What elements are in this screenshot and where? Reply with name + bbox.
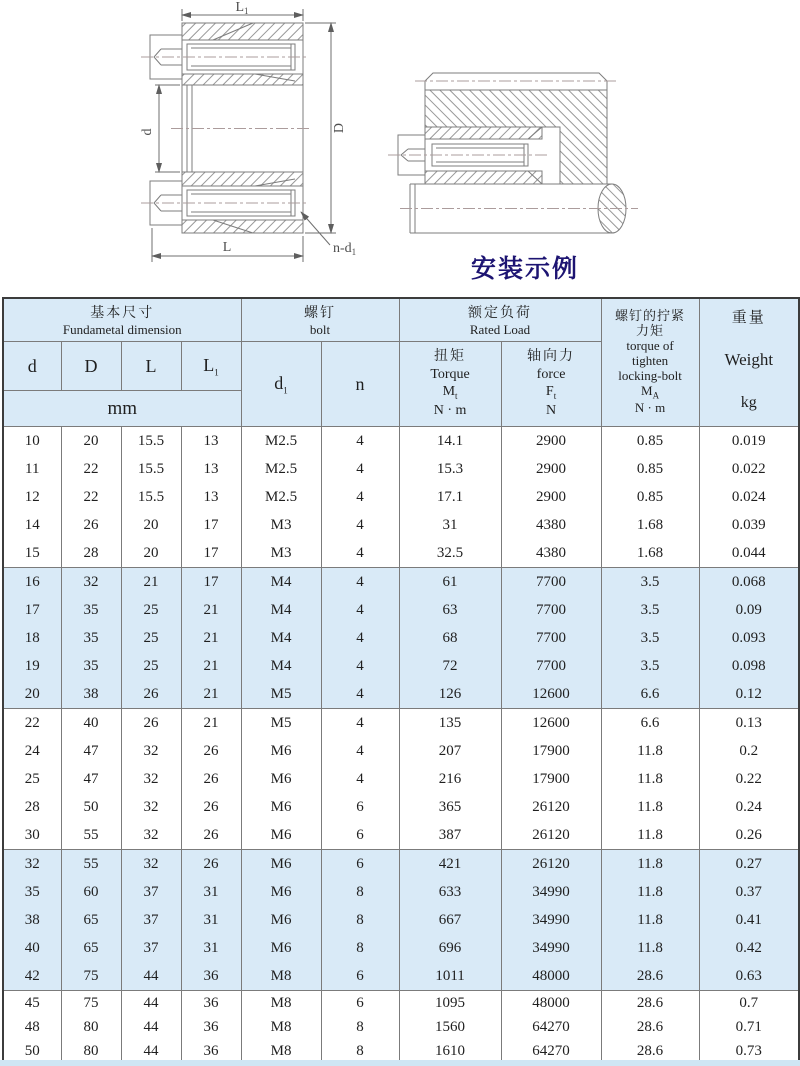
cell: 15.5 — [121, 427, 181, 456]
cell: 75 — [61, 991, 121, 1016]
table-row — [3, 596, 799, 624]
cell: 44 — [121, 962, 181, 991]
cell: 26 — [61, 511, 121, 539]
cell: 1011 — [399, 962, 501, 991]
cell: 8 — [321, 1039, 399, 1064]
cell: 65 — [61, 906, 121, 934]
cell: 0.71 — [699, 1015, 799, 1039]
cell: M6 — [241, 850, 321, 879]
cell: 35 — [3, 878, 61, 906]
table-row — [3, 709, 799, 738]
cell: 32 — [121, 765, 181, 793]
cell: M8 — [241, 962, 321, 991]
cell: 0.42 — [699, 934, 799, 962]
table-row — [3, 850, 799, 879]
cell: 0.2 — [699, 737, 799, 765]
cell: 32 — [121, 737, 181, 765]
cell: 26120 — [501, 821, 601, 850]
cell: 4 — [321, 568, 399, 597]
table-row — [3, 1015, 799, 1039]
cell: 11 — [3, 455, 61, 483]
cell: 60 — [61, 878, 121, 906]
cell: 11.8 — [601, 850, 699, 879]
dim-label-L: L — [222, 240, 232, 255]
cell: 21 — [121, 568, 181, 597]
header-tightening-torque: 螺钉的拧紧 力矩 torque of tighten locking-bolt $M_A$ N · m — [601, 298, 699, 427]
cell: 31 — [181, 906, 241, 934]
cell: 6.6 — [601, 680, 699, 709]
cell: 34990 — [501, 878, 601, 906]
cell: 11.8 — [601, 737, 699, 765]
cell: 0.13 — [699, 709, 799, 738]
cell: 6 — [321, 821, 399, 850]
cell: 0.019 — [699, 427, 799, 456]
cell: 37 — [121, 934, 181, 962]
cell: 7700 — [501, 652, 601, 680]
installation-example-caption: 安装示例 — [470, 256, 579, 283]
cell: 50 — [3, 1039, 61, 1064]
table-row — [3, 680, 799, 709]
cell: 40 — [3, 934, 61, 962]
col-axial-force: 轴向力 force $F_t$ N — [501, 342, 601, 427]
cell: 37 — [121, 906, 181, 934]
cell: 40 — [61, 709, 121, 738]
cell: M6 — [241, 821, 321, 850]
cell: 4 — [321, 455, 399, 483]
cell: 8 — [321, 1015, 399, 1039]
col-d1: $d_1$ — [241, 342, 321, 427]
cell: 1560 — [399, 1015, 501, 1039]
cell: M6 — [241, 765, 321, 793]
cell: 126 — [399, 680, 501, 709]
dim-label-D: D — [332, 122, 347, 134]
cell: 0.26 — [699, 821, 799, 850]
cell: 32 — [121, 793, 181, 821]
cell: 4 — [321, 483, 399, 511]
cell: M3 — [241, 539, 321, 568]
cell: 28.6 — [601, 991, 699, 1016]
table-row — [3, 483, 799, 511]
cell: 47 — [61, 765, 121, 793]
cell: M6 — [241, 934, 321, 962]
cell: 387 — [399, 821, 501, 850]
cell: 0.63 — [699, 962, 799, 991]
col-L: L — [121, 342, 181, 391]
cell: 21 — [181, 652, 241, 680]
cell: 44 — [121, 991, 181, 1016]
cell: 28.6 — [601, 1015, 699, 1039]
cell: 28 — [61, 539, 121, 568]
table-row — [3, 991, 799, 1016]
cell: M2.5 — [241, 427, 321, 456]
cell: 32 — [121, 821, 181, 850]
cell: 20 — [121, 511, 181, 539]
table-row — [3, 962, 799, 991]
cell: M4 — [241, 624, 321, 652]
table-row — [3, 737, 799, 765]
header-bolt: 螺钉 bolt — [241, 298, 399, 342]
cell: M4 — [241, 596, 321, 624]
cell: 0.09 — [699, 596, 799, 624]
cell: M6 — [241, 906, 321, 934]
cell: 0.22 — [699, 765, 799, 793]
cell: 4 — [321, 709, 399, 738]
cell: 65 — [61, 934, 121, 962]
cell: 4380 — [501, 539, 601, 568]
cell: 72 — [399, 652, 501, 680]
cell: M8 — [241, 1015, 321, 1039]
cell: 30 — [3, 821, 61, 850]
cell: 26120 — [501, 850, 601, 879]
cell: 10 — [3, 427, 61, 456]
cell: 35 — [61, 596, 121, 624]
cell: 61 — [399, 568, 501, 597]
cell: 6 — [321, 850, 399, 879]
cell: 11.8 — [601, 906, 699, 934]
cell: 25 — [121, 596, 181, 624]
table-row — [3, 878, 799, 906]
cell: 4 — [321, 652, 399, 680]
cell: 22 — [61, 455, 121, 483]
cell: 17 — [181, 511, 241, 539]
cell: 3.5 — [601, 624, 699, 652]
cell: 0.044 — [699, 539, 799, 568]
cell: 35 — [61, 652, 121, 680]
cell: 6 — [321, 793, 399, 821]
cell: 34990 — [501, 934, 601, 962]
cell: 1.68 — [601, 511, 699, 539]
cell: 31 — [399, 511, 501, 539]
table-row — [3, 568, 799, 597]
table-row — [3, 906, 799, 934]
cell: M5 — [241, 680, 321, 709]
cell: 17900 — [501, 737, 601, 765]
cell: 0.068 — [699, 568, 799, 597]
cell: 31 — [181, 878, 241, 906]
cell: 7700 — [501, 596, 601, 624]
col-d: d — [3, 342, 61, 391]
cell: 17 — [3, 596, 61, 624]
cell: 0.85 — [601, 483, 699, 511]
cell: 55 — [61, 850, 121, 879]
cell: 6 — [321, 991, 399, 1016]
dim-label-n-d1: $n-d_1$ — [333, 241, 357, 257]
cell: 26 — [181, 765, 241, 793]
table-row — [3, 511, 799, 539]
installation-example-drawing — [380, 55, 670, 255]
table-row — [3, 821, 799, 850]
cell: 36 — [181, 991, 241, 1016]
unit-mm: mm — [3, 391, 241, 427]
col-n: n — [321, 342, 399, 427]
cell: M3 — [241, 511, 321, 539]
cell: 14.1 — [399, 427, 501, 456]
cell: 32 — [3, 850, 61, 879]
cell: 3.5 — [601, 596, 699, 624]
cell: 68 — [399, 624, 501, 652]
cell: 25 — [121, 624, 181, 652]
cell: 8 — [321, 878, 399, 906]
cell: 11.8 — [601, 793, 699, 821]
cell: 21 — [181, 709, 241, 738]
cell: 36 — [181, 1039, 241, 1064]
cell: 2900 — [501, 455, 601, 483]
cell: 421 — [399, 850, 501, 879]
table-body — [3, 427, 799, 1065]
cell: 32 — [121, 850, 181, 879]
cell: 3.5 — [601, 568, 699, 597]
cell: 0.85 — [601, 427, 699, 456]
cell: 36 — [181, 962, 241, 991]
cell: 2900 — [501, 427, 601, 456]
cell: 20 — [3, 680, 61, 709]
cell: 38 — [61, 680, 121, 709]
cell: 17 — [181, 539, 241, 568]
cell: 11.8 — [601, 765, 699, 793]
cell: 1095 — [399, 991, 501, 1016]
cell: 12 — [3, 483, 61, 511]
cell: 26120 — [501, 793, 601, 821]
cell: 38 — [3, 906, 61, 934]
cell: 4 — [321, 765, 399, 793]
cell: 26 — [181, 793, 241, 821]
cell: 365 — [399, 793, 501, 821]
table-row — [3, 934, 799, 962]
cell: 26 — [121, 709, 181, 738]
cell: 15 — [3, 539, 61, 568]
header-basic-dimension: 基本尺寸 Fundametal dimension — [3, 298, 241, 342]
cell: 2900 — [501, 483, 601, 511]
cell: 64270 — [501, 1015, 601, 1039]
dim-label-d: d — [140, 128, 155, 136]
header-rated-load: 额定负荷 Rated Load — [399, 298, 601, 342]
cell: 26 — [181, 821, 241, 850]
cell: M2.5 — [241, 455, 321, 483]
cell: 8 — [321, 906, 399, 934]
cell: M6 — [241, 737, 321, 765]
cell: 22 — [61, 483, 121, 511]
cell: 0.024 — [699, 483, 799, 511]
cell: 135 — [399, 709, 501, 738]
cell: 1.68 — [601, 539, 699, 568]
header-weight: 重量 Weight kg — [699, 298, 799, 427]
cell: 47 — [61, 737, 121, 765]
col-D: D — [61, 342, 121, 391]
cell: 0.022 — [699, 455, 799, 483]
cell: 48 — [3, 1015, 61, 1039]
cell: 25 — [3, 765, 61, 793]
table-row — [3, 427, 799, 456]
cell: 4 — [321, 624, 399, 652]
cell: 34990 — [501, 906, 601, 934]
cell: 0.7 — [699, 991, 799, 1016]
cell: 667 — [399, 906, 501, 934]
cell: 26 — [121, 680, 181, 709]
cell: 6 — [321, 962, 399, 991]
cell: 42 — [3, 962, 61, 991]
cell: 207 — [399, 737, 501, 765]
cell: 35 — [61, 624, 121, 652]
cell: 28.6 — [601, 1039, 699, 1064]
cell: 45 — [3, 991, 61, 1016]
cell: 20 — [61, 427, 121, 456]
cell: 26 — [181, 737, 241, 765]
cell: 17 — [181, 568, 241, 597]
cell: 32.5 — [399, 539, 501, 568]
cell: 18 — [3, 624, 61, 652]
cell: 4 — [321, 737, 399, 765]
cell: 44 — [121, 1015, 181, 1039]
table-row — [3, 539, 799, 568]
cell: 37 — [121, 878, 181, 906]
cell: 44 — [121, 1039, 181, 1064]
locking-assembly-drawing — [95, 0, 380, 275]
cell: M2.5 — [241, 483, 321, 511]
cell: 17900 — [501, 765, 601, 793]
cell: 7700 — [501, 568, 601, 597]
cell: M4 — [241, 652, 321, 680]
cell: 7700 — [501, 624, 601, 652]
table-row — [3, 652, 799, 680]
cell: 696 — [399, 934, 501, 962]
cell: 32 — [61, 568, 121, 597]
cell: 0.37 — [699, 878, 799, 906]
cell: 11.8 — [601, 934, 699, 962]
cell: 28.6 — [601, 962, 699, 991]
table-row — [3, 793, 799, 821]
cell: 20 — [121, 539, 181, 568]
cell: 48000 — [501, 991, 601, 1016]
cell: 0.85 — [601, 455, 699, 483]
cell: 80 — [61, 1039, 121, 1064]
table-row — [3, 455, 799, 483]
cell: 64270 — [501, 1039, 601, 1064]
cell: 55 — [61, 821, 121, 850]
cell: 28 — [3, 793, 61, 821]
cell: M4 — [241, 568, 321, 597]
cell: 0.27 — [699, 850, 799, 879]
cell: 4380 — [501, 511, 601, 539]
cell: 0.093 — [699, 624, 799, 652]
cell: 22 — [3, 709, 61, 738]
cell: 1610 — [399, 1039, 501, 1064]
cell: 0.12 — [699, 680, 799, 709]
cell: 216 — [399, 765, 501, 793]
dimension-table — [2, 297, 800, 1065]
cell: 15.3 — [399, 455, 501, 483]
cell: 19 — [3, 652, 61, 680]
col-L1: $L_1$ — [181, 342, 241, 391]
cell: 0.73 — [699, 1039, 799, 1064]
cell: 15.5 — [121, 455, 181, 483]
cell: 36 — [181, 1015, 241, 1039]
table-row — [3, 624, 799, 652]
cell: 21 — [181, 596, 241, 624]
dim-label-L1: $L_1$ — [235, 0, 249, 16]
cell: 13 — [181, 483, 241, 511]
cell: 3.5 — [601, 652, 699, 680]
cell: 8 — [321, 934, 399, 962]
cell: 50 — [61, 793, 121, 821]
cell: 11.8 — [601, 878, 699, 906]
cell: 4 — [321, 680, 399, 709]
cell: 4 — [321, 511, 399, 539]
cell: 17.1 — [399, 483, 501, 511]
cell: 80 — [61, 1015, 121, 1039]
cell: M8 — [241, 991, 321, 1016]
cell: M8 — [241, 1039, 321, 1064]
cell: 11.8 — [601, 821, 699, 850]
cell: 16 — [3, 568, 61, 597]
cell: 63 — [399, 596, 501, 624]
cell: 4 — [321, 596, 399, 624]
cell: 0.039 — [699, 511, 799, 539]
cell: 24 — [3, 737, 61, 765]
cell: 75 — [61, 962, 121, 991]
table-row — [3, 765, 799, 793]
cell: 0.098 — [699, 652, 799, 680]
cell: M5 — [241, 709, 321, 738]
cell: 21 — [181, 624, 241, 652]
cell: 15.5 — [121, 483, 181, 511]
cell: M6 — [241, 878, 321, 906]
cell: 633 — [399, 878, 501, 906]
page-bottom-strip — [0, 1060, 800, 1066]
cell: 13 — [181, 427, 241, 456]
cell: 0.41 — [699, 906, 799, 934]
col-torque: 扭矩 Torque $M_t$ N · m — [399, 342, 501, 427]
cell: M6 — [241, 793, 321, 821]
cell: 31 — [181, 934, 241, 962]
cell: 4 — [321, 427, 399, 456]
cell: 14 — [3, 511, 61, 539]
cell: 4 — [321, 539, 399, 568]
cell: 12600 — [501, 680, 601, 709]
cell: 6.6 — [601, 709, 699, 738]
cell: 21 — [181, 680, 241, 709]
cell: 48000 — [501, 962, 601, 991]
cell: 26 — [181, 850, 241, 879]
cell: 0.24 — [699, 793, 799, 821]
cell: 12600 — [501, 709, 601, 738]
cell: 25 — [121, 652, 181, 680]
cell: 13 — [181, 455, 241, 483]
